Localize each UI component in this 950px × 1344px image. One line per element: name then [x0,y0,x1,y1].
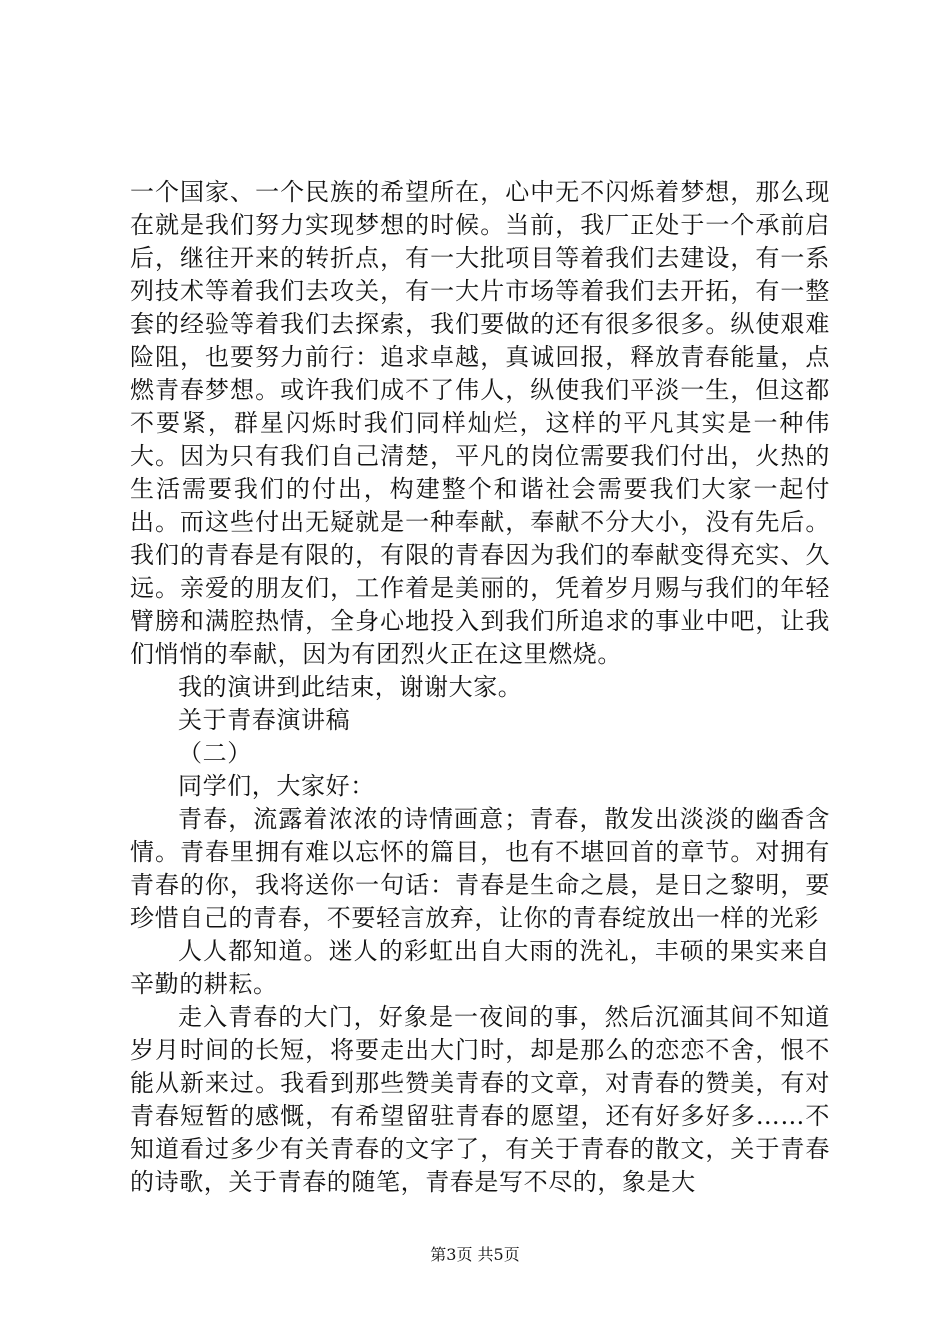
body-text [130,176,830,1199]
page-footer [0,1245,950,1265]
section-number: （二） [178,739,252,767]
paragraph-rainbow: 人人都知道。迷人的彩虹出自大雨的洗礼，丰硕的果实来自辛勤的耕耘。 [130,937,830,998]
paragraph-youth-door: 走入青春的大门，好象是一夜间的事，然后沉湎其间不知道岁月时间的长短，将要走出大门时，却是那么的恋恋不舍，恨不能从新来过。我看到那些赞美青春的文章，对青春的赞美，有对青春短暂的感慨，有希望留驻青春的愿望，还有好多好多……不知道看过多少有关青春的文字了，有关于青春的散文，关于青春的诗歌，关于青春的随笔，青春是写不尽的，象是大 [130,1003,830,1196]
section-title: 关于青春演讲稿 [178,706,351,734]
page-number: 第3页 共5页 [430,1245,520,1264]
salutation: 同学们，大家好： [178,772,375,800]
paragraph-youth-poetry: 青春，流露着浓浓的诗情画意；青春，散发出淡淡的幽香含情。青春里拥有难以忘怀的篇目，也有不堪回首的章节。对拥有青春的你，我将送你一句话：青春是生命之晨，是日之黎明，要珍惜自己的青春，不要轻言放弃，让你的青春绽放出一样的光彩 [130,805,830,932]
paragraph-1: 一个国家、一个民族的希望所在，心中无不闪烁着梦想，那么现在就是我们努力实现梦想的时候。当前，我厂正处于一个承前启后，继往开来的转折点，有一大批项目等着我们去建设，有一系列技术等着我们去攻关，有一大片市场等着我们去开拓，有一整套的经验等着我们去探索，我们要做的还有很多很多。纵使艰难险阻，也要努力前行：追求卓越，真诚回报，释放青春能量，点燃青春梦想。或许我们成不了伟人，纵使我们平淡一生，但这都不要紧，群星闪烁时我们同样灿烂，这样的平凡其实是一种伟大。因为只有我们自己清楚，平凡的岗位需要我们付出，火热的生活需要我们的付出，构建整个和谐社会需要我们大家一起付出。而这些付出无疑就是一种奉献，奉献不分大小，没有先后。我们的青春是有限的，有限的青春因为我们的奉献变得充实、久远。亲爱的朋友们，工作着是美丽的，凭着岁月赐与我们的年轻臂膀和满腔热情，全身心地投入到我们所追求的事业中吧，让我们悄悄的奉献，因为有团烈火正在这里燃烧。 [130,178,830,668]
paragraph-closing: 我的演讲到此结束，谢谢大家。 [178,673,523,701]
